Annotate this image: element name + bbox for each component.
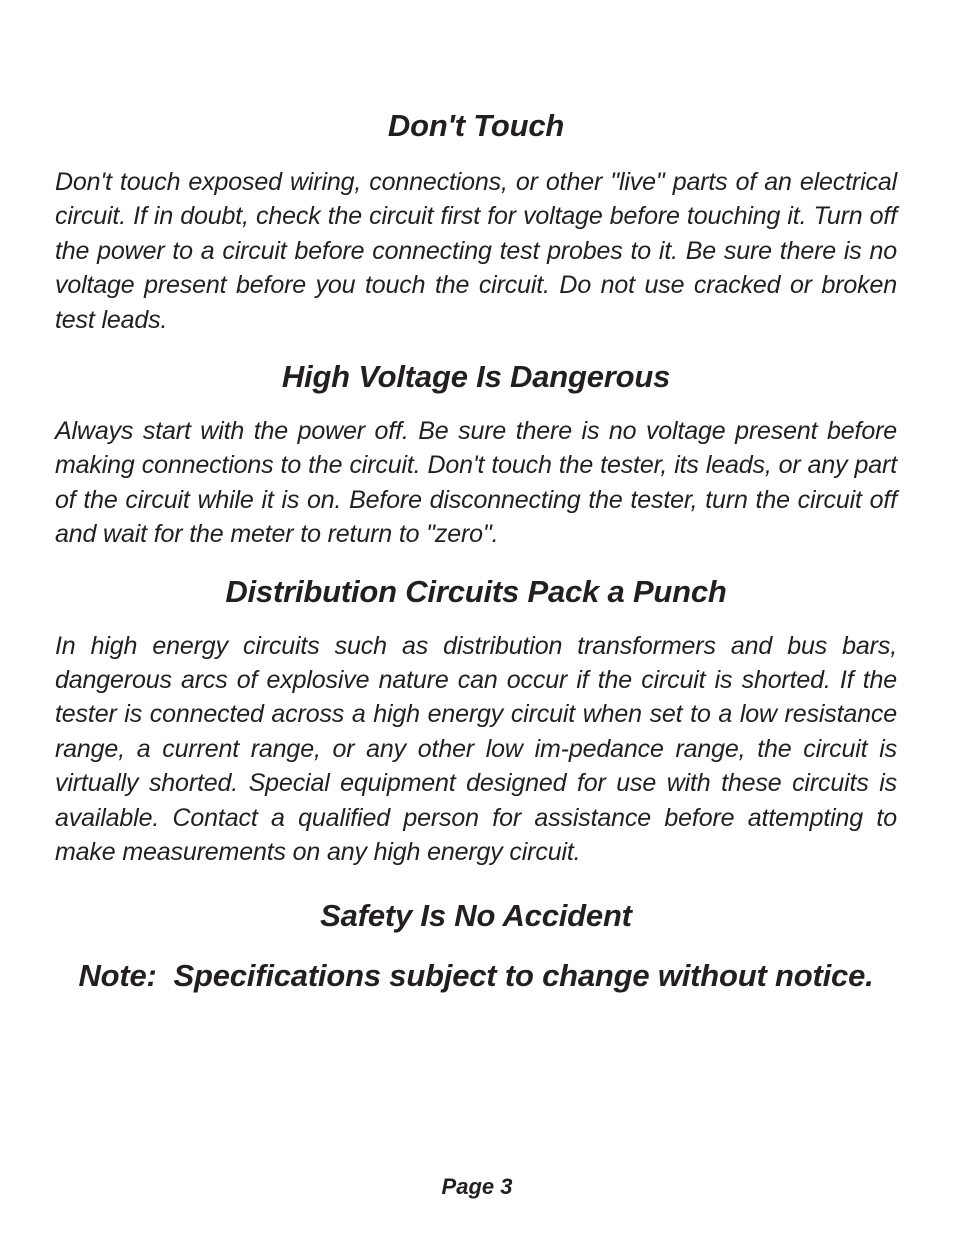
section-title-high-voltage: High Voltage Is Dangerous (281, 359, 671, 395)
page-number: Page 3 (441, 1174, 513, 1199)
section-body-distribution-circuits: In high energy circuits such as distribution transformers and bus bars, dangerous arcs of explosive nature can occur if the circuit is shorted. If the tester is connected across a high energy circuit when set to a low resistance range, a current range, or any other low im-pedance range, the circuit is virtually shorted. Special equipment designed for use with these circuits is available. Contact a qualified person for assistance before attempting to make measurements on any high energy circuit. (55, 631, 897, 867)
closing-title: Safety Is No Accident (320, 897, 632, 933)
section-title-distribution-circuits: Distribution Circuits Pack a Punch (225, 573, 727, 609)
specifications-note: Note: Specifications subject to change without notice. (78, 957, 874, 993)
spacer (55, 938, 897, 954)
section-title-dont-touch: Don't Touch (387, 108, 565, 143)
section-body-high-voltage: Always start with the power off. Be sure there is no voltage present before making connections to the circuit. Don't touch the tester, its leads, or any part of the circuit while it is on. Before disconnecting the tester, turn the circuit off and wait for the meter to return to "zero". (55, 417, 897, 549)
document-page (55, 104, 897, 998)
section-body-dont-touch: Don't touch exposed wiring, connections, or other "live" parts of an electrical circuit. If in doubt, check the circuit first for voltage before touching it. Turn off the power to a circuit before connecting test probes to it. Be sure there is no voltage present before you touch the circuit. Do not use cracked or broken test leads. (55, 168, 897, 334)
